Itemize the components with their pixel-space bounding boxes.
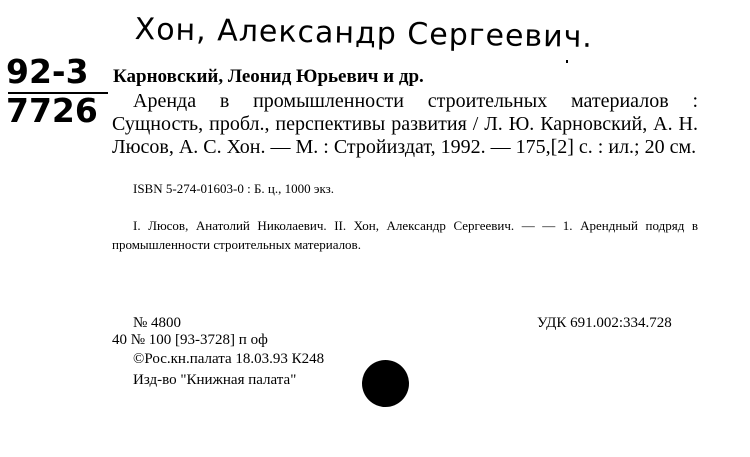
publisher-line: Изд-во "Книжная палата" [133,372,297,388]
punch-hole [362,360,409,407]
call-number-top: 92-3 [6,52,89,91]
author-heading: Карновский, Леонид Юрьевич и др. [113,66,424,87]
card-number: № 4800 [133,315,182,331]
udk-code: УДК 691.002:334.728 [537,315,672,331]
handwritten-header: Хон, Александр Сергеевич. [134,12,594,55]
copyright-line: ©Рос.кн.палата 18.03.93 К248 [133,351,325,367]
tracing-text: I. Люсов, Анатолий Николаевич. II. Хон, Александр Сергеевич. — — 1. Арендный подряд в промышленности строительных материалов. [112,218,698,252]
bibliographic-description: Аренда в промышленности строительных материалов : Сущность, пробл., перспективы развития / Л. Ю. Карновский, А. Н. Люсов, А. С. Хон. — М. : Стройиздат, 1992. — 175,[2] с. : ил.; 20 см. [112,90,698,158]
call-number-bottom: 7726 [6,91,98,130]
isbn-line: ISBN 5-274-01603-0 : Б. ц., 1000 экз. [133,181,334,196]
ink-speck [566,60,568,63]
order-line: 40 № 100 [93-3728] п оф [112,332,268,348]
